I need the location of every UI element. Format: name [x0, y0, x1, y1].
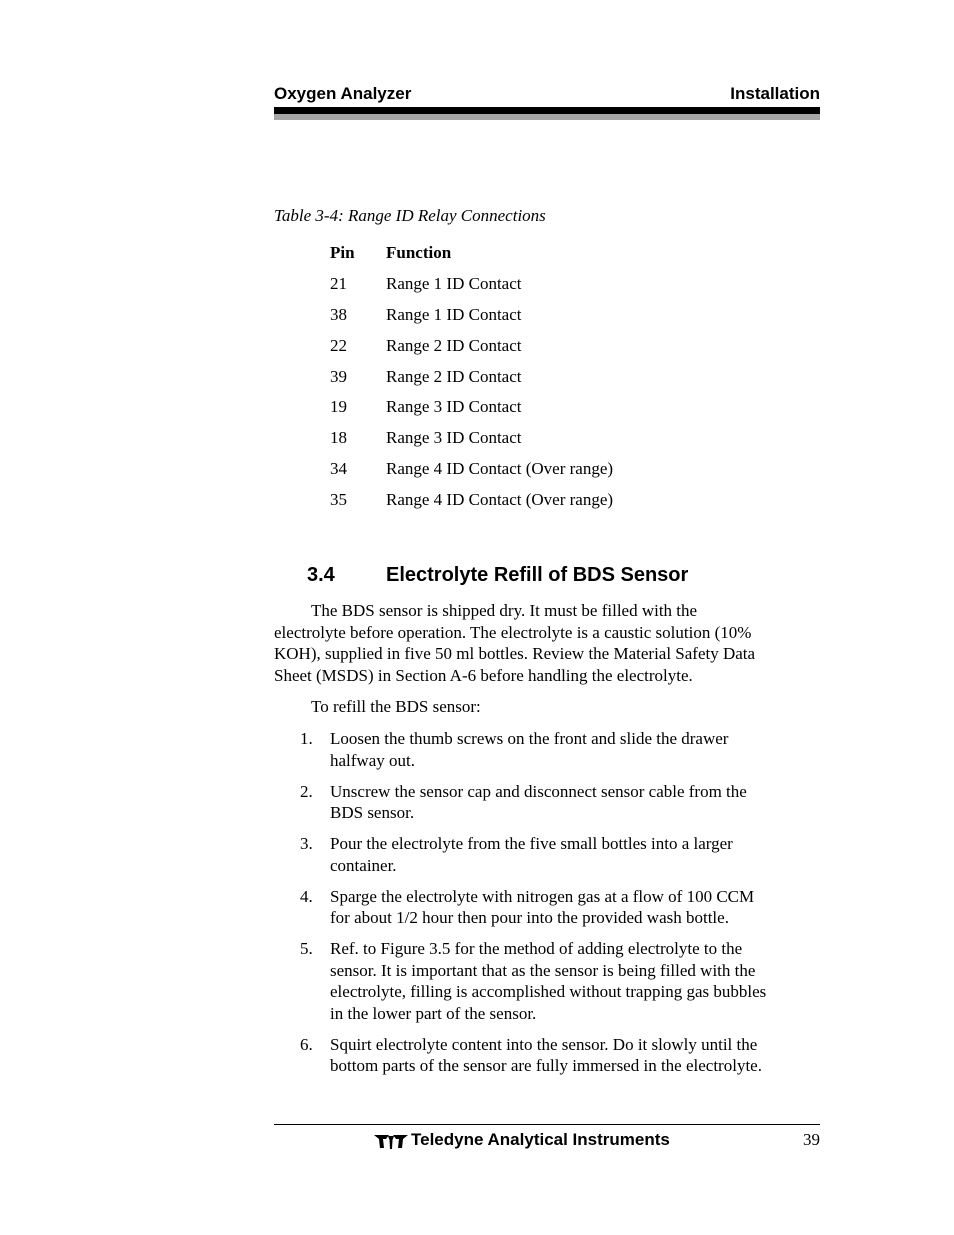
step-line: sensor. It is important that as the sensor is being filled with the [330, 960, 756, 980]
step-number: 2. [300, 781, 313, 801]
step-line: BDS sensor. [330, 803, 415, 822]
range-id-table [330, 243, 730, 521]
intro-paragraph [274, 600, 820, 686]
step-line: Sparge the electrolyte with nitrogen gas at a flow of 100 CCM [330, 886, 755, 906]
step-line: Pour the electrolyte from the five small bottles into a larger [330, 834, 733, 853]
lead-paragraph [274, 696, 820, 718]
footer-rule [274, 1124, 820, 1125]
step-line: Ref. to Figure 3.5 for the method of adding electrolyte to the [330, 939, 743, 958]
step-line: electrolyte, filling is accomplished without trapping gas bubbles [330, 982, 767, 1001]
step-line: halfway out. [330, 750, 415, 770]
step-line: Unscrew the sensor cap and disconnect sensor cable from the [330, 781, 747, 801]
pin-cell: 22 [330, 335, 347, 355]
paragraph-line: electrolyte before operation. The electrolyte is a caustic solution (10% [274, 622, 752, 642]
step-line: Squirt electrolyte content into the sensor. Do it slowly until the [330, 1034, 758, 1054]
step-number: 6. [300, 1034, 313, 1054]
footer-company: Teledyne Analytical Instruments [411, 1130, 670, 1149]
teledyne-logo-icon [374, 1132, 408, 1150]
table-row [330, 274, 730, 305]
pin-cell: 21 [330, 273, 347, 293]
pin-cell: 38 [330, 304, 347, 324]
header-rule-shadow [274, 114, 820, 120]
table-row [330, 490, 730, 521]
page-number: 39 [803, 1130, 820, 1149]
table-caption: Table 3-4: Range ID Relay Connections [274, 206, 546, 225]
column-header-pin: Pin [330, 243, 355, 262]
pin-cell: 39 [330, 366, 347, 386]
table-row [330, 336, 730, 367]
step-line: Loosen the thumb screws on the front and slide the drawer [330, 729, 729, 748]
table-row [330, 428, 730, 459]
function-cell: Range 3 ID Contact [386, 397, 522, 417]
pin-cell: 34 [330, 459, 347, 479]
header-title: Oxygen Analyzer [274, 84, 412, 103]
step-number: 3. [300, 834, 313, 853]
step-line: bottom parts of the sensor are fully immersed in the electrolyte. [330, 1056, 762, 1075]
step-line: for about 1/2 hour then pour into the provided wash bottle. [330, 908, 729, 927]
function-cell: Range 2 ID Contact [386, 366, 522, 386]
table-row [330, 397, 730, 428]
list-item [300, 833, 820, 876]
header-rule [274, 107, 820, 114]
function-cell: Range 1 ID Contact [386, 273, 522, 293]
table-row [330, 367, 730, 398]
step-number: 1. [300, 729, 313, 748]
step-number: 5. [300, 939, 313, 958]
list-item [300, 781, 820, 824]
paragraph-line: Sheet (MSDS) in Section A-6 before handling the electrolyte. [274, 665, 693, 685]
function-cell: Range 2 ID Contact [386, 335, 522, 355]
function-cell: Range 4 ID Contact (Over range) [386, 490, 614, 510]
column-header-function: Function [386, 243, 452, 262]
function-cell: Range 4 ID Contact (Over range) [386, 459, 614, 479]
step-line: in the lower part of the sensor. [330, 1003, 537, 1023]
function-cell: Range 3 ID Contact [386, 428, 522, 448]
step-number: 4. [300, 886, 313, 906]
list-item [300, 886, 820, 929]
table-row [330, 305, 730, 336]
pin-cell: 18 [330, 428, 347, 448]
section-number: 3.4 [307, 564, 335, 586]
page-footer [274, 1130, 820, 1152]
paragraph-line: The BDS sensor is shipped dry. It must be filled with the [311, 601, 698, 620]
refill-steps-list [300, 728, 820, 1086]
table-row [330, 459, 730, 490]
list-item [300, 728, 820, 771]
paragraph-line: KOH), supplied in five 50 ml bottles. Review the Material Safety Data [274, 644, 756, 663]
lead-text: To refill the BDS sensor: [311, 697, 481, 716]
table-header-row [330, 243, 730, 274]
list-item [300, 938, 820, 1024]
pin-cell: 19 [330, 397, 347, 417]
pin-cell: 35 [330, 490, 347, 510]
step-line: container. [330, 855, 397, 875]
function-cell: Range 1 ID Contact [386, 304, 522, 324]
list-item [300, 1034, 820, 1077]
section-title: Electrolyte Refill of BDS Sensor [386, 564, 689, 586]
page-header [274, 84, 820, 108]
header-section: Installation [730, 84, 820, 103]
